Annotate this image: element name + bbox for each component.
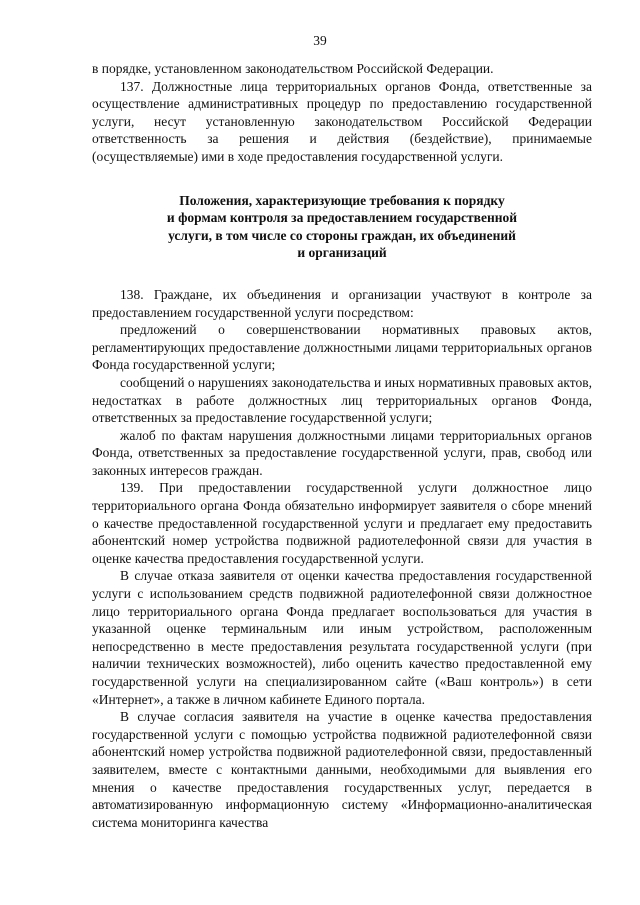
paragraph-refusal-case: В случае отказа заявителя от оценки качества предоставления государственной услуги с использованием средств подвижной радиотелефонной связи должностное лицо территориального органа Фонда предлагает воспользоваться для участия в указанной оценке терминальным или иным устройством, расположенным непосредственно в месте предоставления результата государственной услуги (при наличии технических возможностей), либо оценить качество предоставленной ему государственной услуги на специализированном сайте («Ваш контроль») в сети «Интернет», а также в личном кабинете Единого портала. bbox=[92, 568, 592, 707]
list-item-reports: сообщений о нарушениях законодательства и иных нормативных правовых актов, недостатках в работе должностных лиц территориальных органов Фонда, ответственных за предоставление государственной услуги; bbox=[92, 374, 592, 426]
paragraph-139: 139. При предоставлении государственной услуги должностное лицо территориального органа Фонда обязательно информирует заявителя о сборе мнений о качестве предоставленной государственной услуги и предлагает ему предоставить абонентский номер устройства подвижной радиотелефонной связи для участия в оценке качества предоставления государственной услуги. bbox=[92, 480, 592, 566]
page-number: 39 bbox=[313, 33, 327, 48]
paragraph-138: 138. Граждане, их объединения и организации участвуют в контроле за предоставлением государственной услуги посредством: bbox=[92, 286, 592, 320]
list-item-proposals: предложений о совершенствовании нормативных правовых актов, регламентирующих предоставление должностными лицами территориальных органов Фонда государственной услуги; bbox=[92, 322, 592, 373]
heading-line: услуги, в том числе со стороны граждан, их объединений bbox=[168, 227, 516, 243]
list-item-complaints: жалоб по фактам нарушения должностными лицами территориальных органов Фонда, ответственных за предоставление государственной услуги, прав, свобод или законных интересов граждан. bbox=[92, 427, 592, 478]
section-heading bbox=[92, 192, 592, 262]
heading-line: Положения, характеризующие требования к порядку bbox=[179, 192, 505, 208]
heading-line: и организаций bbox=[297, 245, 387, 261]
paragraph-continuation: в порядке, установленном законодательством Российской Федерации. bbox=[92, 61, 494, 76]
heading-line: и формам контроля за предоставлением государственной bbox=[166, 210, 518, 226]
document-body bbox=[92, 60, 592, 831]
paragraph-consent-case: В случае согласия заявителя на участие в оценке качества предоставления государственной услуги с помощью устройства подвижной радиотелефонной связи абонентский номер устройства подвижной радиотелефонной связи, предоставленный заявителем, вместе с контактными данными, необходимыми для выявления его мнения о качестве предоставления государственных услуг, передается в автоматизированную информационную систему «Информационно-аналитическая система мониторинга качества bbox=[92, 709, 592, 830]
paragraph-137: 137. Должностные лица территориальных органов Фонда, ответственные за осуществление административных процедур по предоставлению государственной услуги, несут установленную законодательством Российской Федерации ответственность за решения и действия (бездействие), принимаемые (осуществляемые) ими в ходе предоставления государственной услуги. bbox=[92, 78, 592, 164]
